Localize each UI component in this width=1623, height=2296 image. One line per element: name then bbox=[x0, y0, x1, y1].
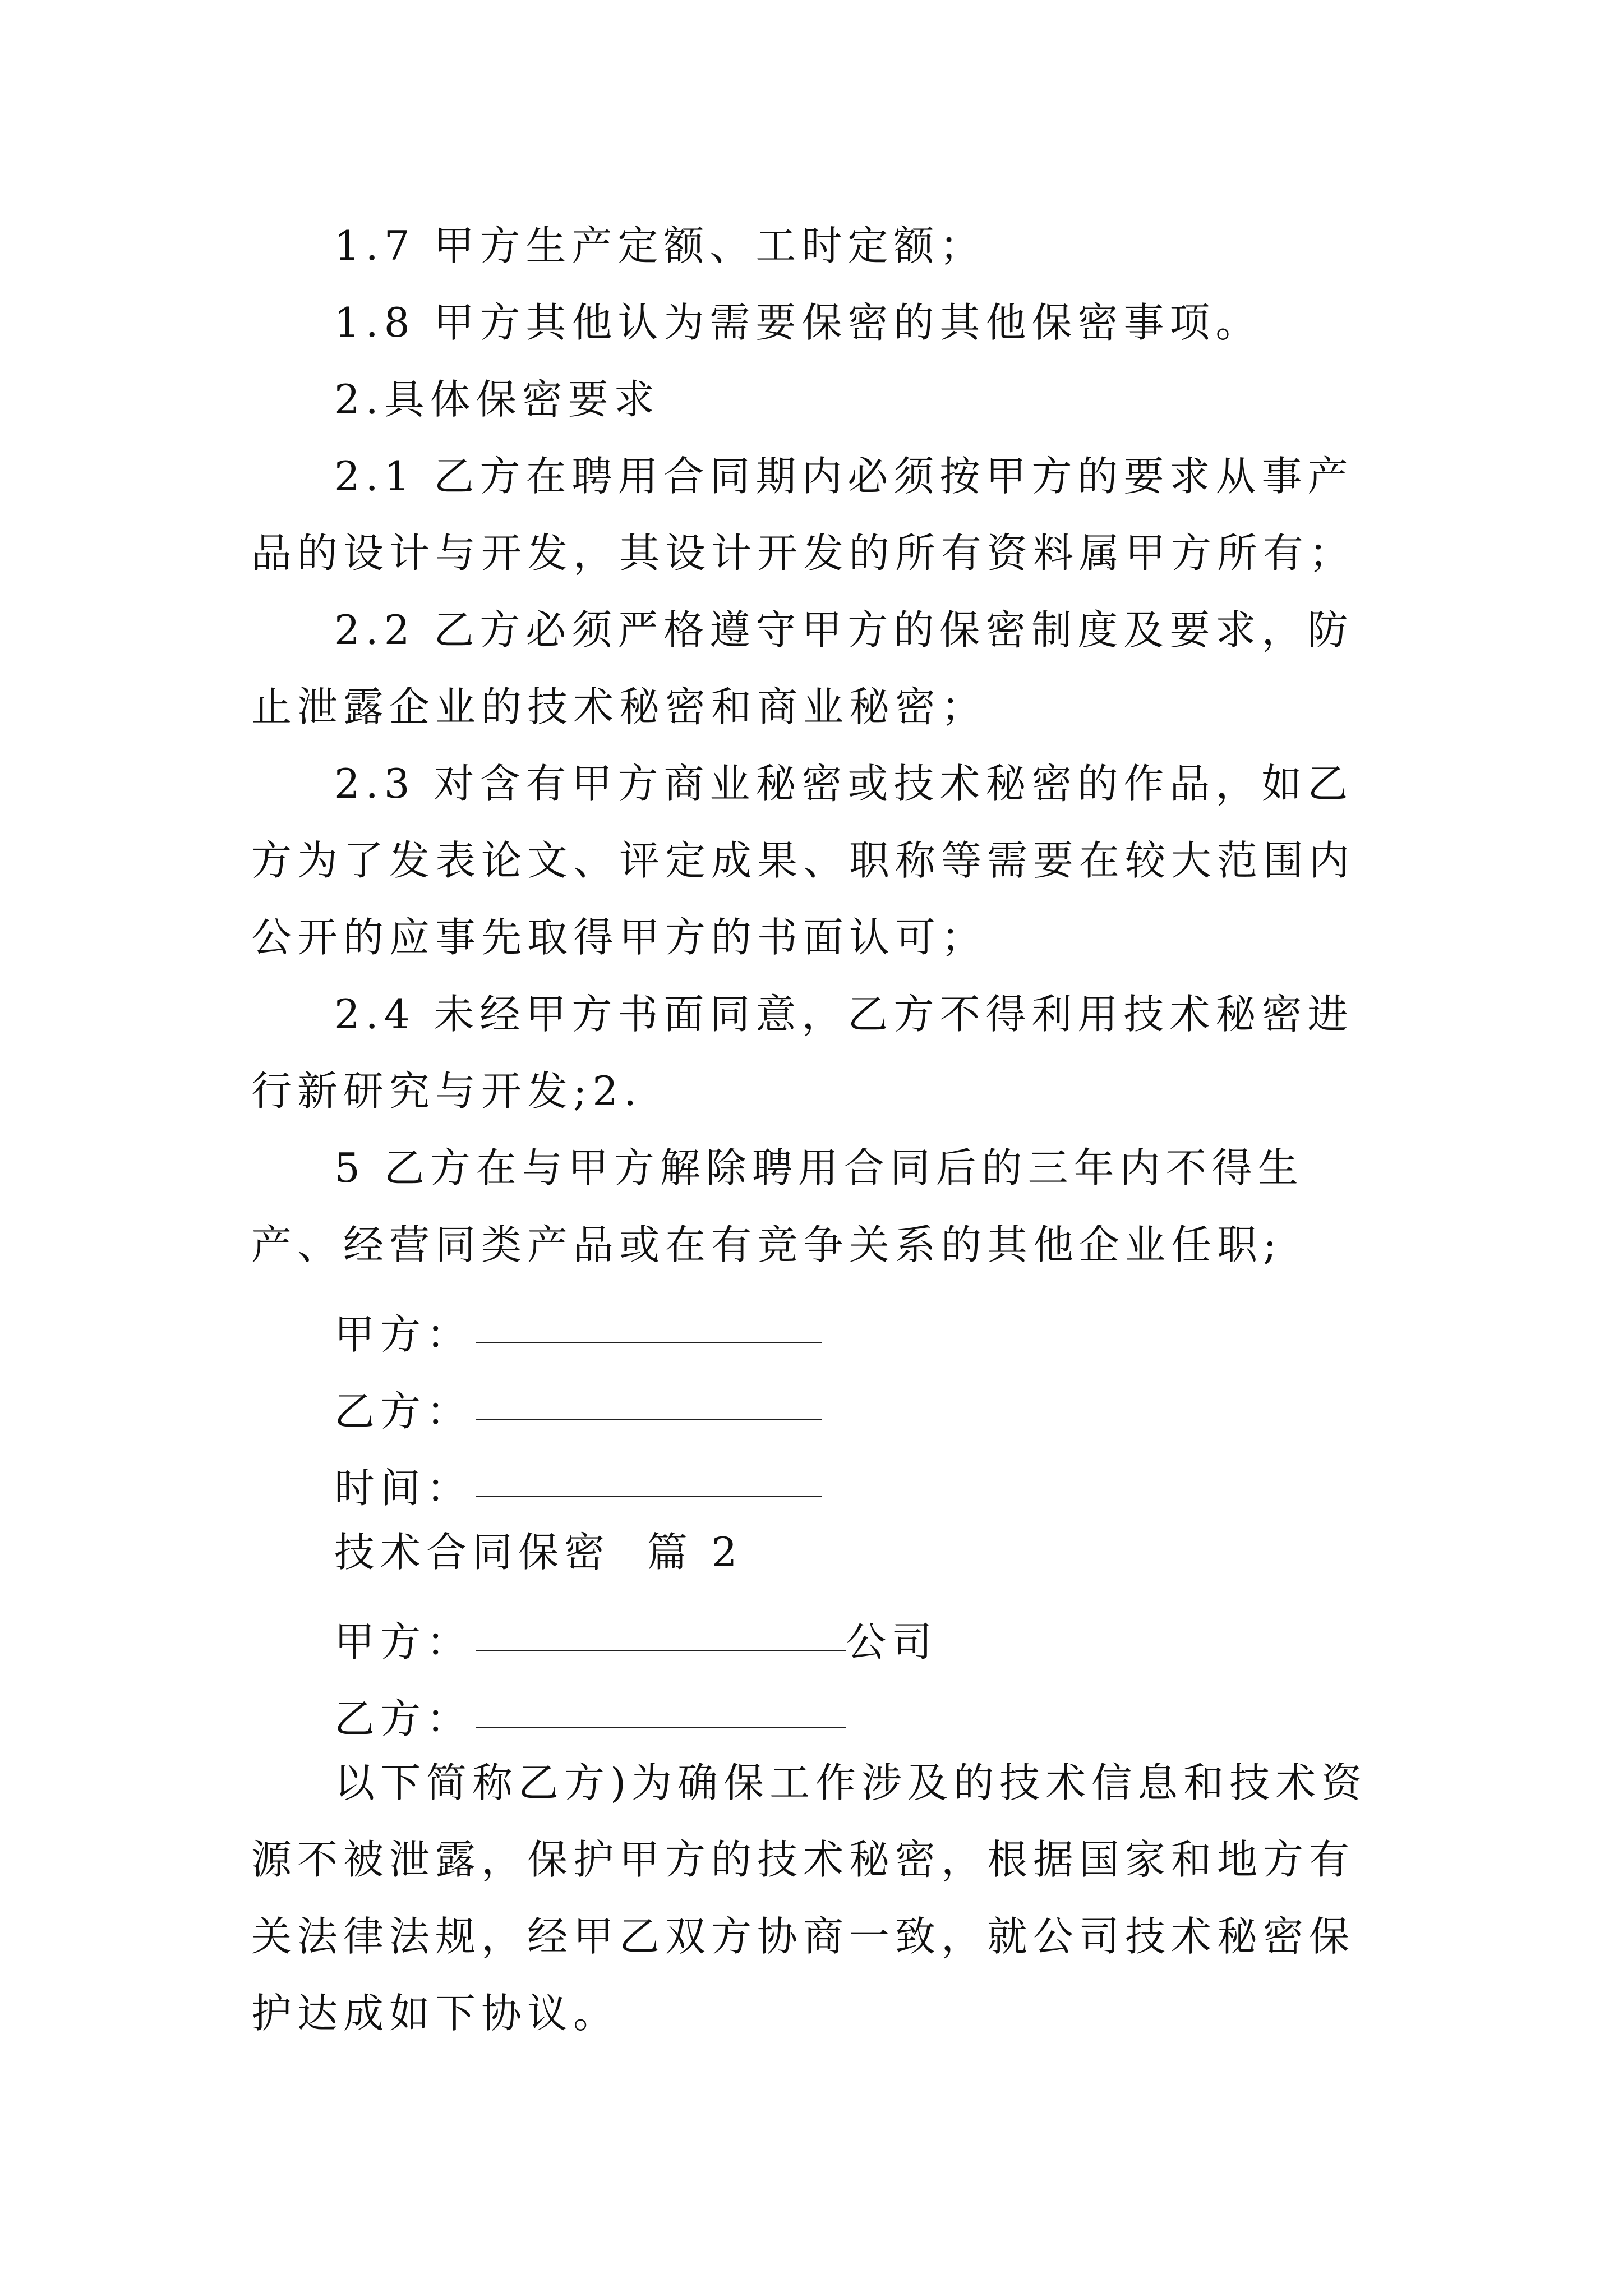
signature-date-blank bbox=[476, 1496, 822, 1497]
signature-party-b-label: 乙方： bbox=[334, 1388, 473, 1435]
signature-party-a-line bbox=[251, 1283, 1378, 1360]
section2-party-b-label: 乙方： bbox=[334, 1695, 473, 1742]
signature-date-line bbox=[251, 1437, 1378, 1514]
section-heading-requirements: 2.具体保密要求 bbox=[334, 376, 660, 423]
section2-party-a-blank bbox=[476, 1650, 846, 1651]
clause-2-2: 2.2 乙方必须严格遵守甲方的保密制度及要求，防止泄露企业的技术秘密和商业秘密； bbox=[251, 606, 1354, 730]
signature-party-b-blank bbox=[476, 1419, 822, 1420]
section2-party-a-suffix: 公司 bbox=[846, 1618, 938, 1665]
closing-paragraph: 以下简称乙方)为确保工作涉及的技术信息和技术资源不被泄露，保护甲方的技术秘密，根据国家和地方有关法律法规，经甲乙双方协商一致，就公司技术秘密保护达成如下协议。 bbox=[251, 1759, 1368, 2037]
document-body bbox=[251, 208, 1378, 2052]
section-2-title: 技术合同保密 篇 2 bbox=[334, 1529, 743, 1576]
clause-2-5: 5 乙方在与甲方解除聘用合同后的三年内不得生产、经营同类产品或在有竞争关系的其他企业任职; bbox=[251, 1144, 1304, 1268]
clause-2-4: 2.4 未经甲方书面同意，乙方不得利用技术秘密进行新研究与开发;2. bbox=[251, 991, 1354, 1115]
clause-2-1: 2.1 乙方在聘用合同期内必须按甲方的要求从事产品的设计与开发，其设计开发的所有资料属甲方所有； bbox=[251, 453, 1355, 577]
clause-2-3: 2.3 对含有甲方商业秘密或技术秘密的作品，如乙方为了发表论文、评定成果、职称等需要在较大范围内公开的应事先取得甲方的书面认可； bbox=[251, 760, 1355, 961]
section2-party-a-line bbox=[251, 1591, 1378, 1668]
clause-1-8: 1.8 甲方其他认为需要保密的其他保密事项。 bbox=[334, 299, 1262, 346]
signature-party-b-line bbox=[251, 1360, 1378, 1437]
clause-1-7: 1.7 甲方生产定额、工时定额； bbox=[334, 222, 986, 269]
signature-date-label: 时间： bbox=[334, 1465, 473, 1512]
section2-party-a-label: 甲方： bbox=[334, 1618, 473, 1665]
section2-party-b-line bbox=[251, 1668, 1378, 1745]
signature-party-a-label: 甲方： bbox=[334, 1311, 473, 1358]
signature-party-a-blank bbox=[476, 1342, 822, 1343]
section2-party-b-blank bbox=[476, 1727, 846, 1728]
